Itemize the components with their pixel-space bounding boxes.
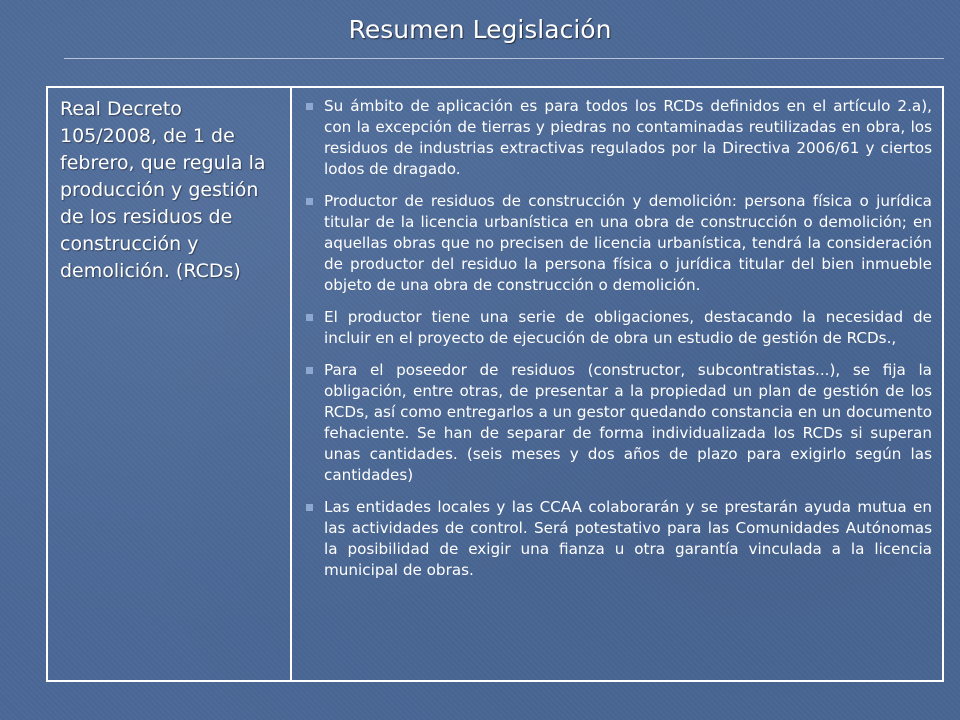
decree-cell: Real Decreto 105/2008, de 1 de febrero, que regula la producción y gestión de los residuos de construcción y demolición. (RCDs) [47,87,291,681]
list-item-text: Para el poseedor de residuos (constructor, subcontratistas...), se fija la obligación, entre otras, de presentar a la propiedad un plan de gestión de los RCDs, así como entregarlos a un gestor quedando constancia en un documento fehaciente. Se han de separar de forma individualizada los RCDs si superan unas cantidades. (seis meses y dos años de plazo para exigirlo según las cantidades) [324,361,932,484]
list-item [302,497,932,581]
list-item-text: Productor de residuos de construcción y demolición: persona física o jurídica titular de la licencia urbanística en una obra de construcción o demolición; en aquellas obras que no precisen de licencia urbanística, tendrá la consideración de productor del residuo la persona física o jurídica titular del bien inmueble objeto de una obra de construcción o demolición. [324,192,932,294]
square-bullet-icon [306,198,313,205]
list-item-text: El productor tiene una serie de obligaciones, destacando la necesidad de incluir en el proyecto de ejecución de obra un estudio de gestión de RCDs., [324,308,932,347]
summary-list [302,96,932,581]
square-bullet-icon [306,314,313,321]
table-row [47,87,943,681]
square-bullet-icon [306,103,313,110]
list-item [302,191,932,296]
title-divider [64,58,944,59]
legislation-table [46,86,944,682]
summary-cell [291,87,943,681]
list-item [302,96,932,180]
square-bullet-icon [306,504,313,511]
list-item-text: Las entidades locales y las CCAA colaborarán y se prestarán ayuda mutua en las actividades de control. Será potestativo para las Comunidades Autónomas la posibilidad de exigir una fianza u otra garantía vinculada a la licencia municipal de obras. [324,498,932,579]
slide-title: Resumen Legislación [348,15,612,44]
list-item [302,307,932,349]
square-bullet-icon [306,367,313,374]
list-item [302,360,932,486]
list-item-text: Su ámbito de aplicación es para todos los RCDs definidos en el artículo 2.a), con la excepción de tierras y piedras no contaminadas reutilizadas en obra, los residuos de industrias extractivas regulados por la Directiva 2006/61 y ciertos lodos de dragado. [324,97,932,178]
